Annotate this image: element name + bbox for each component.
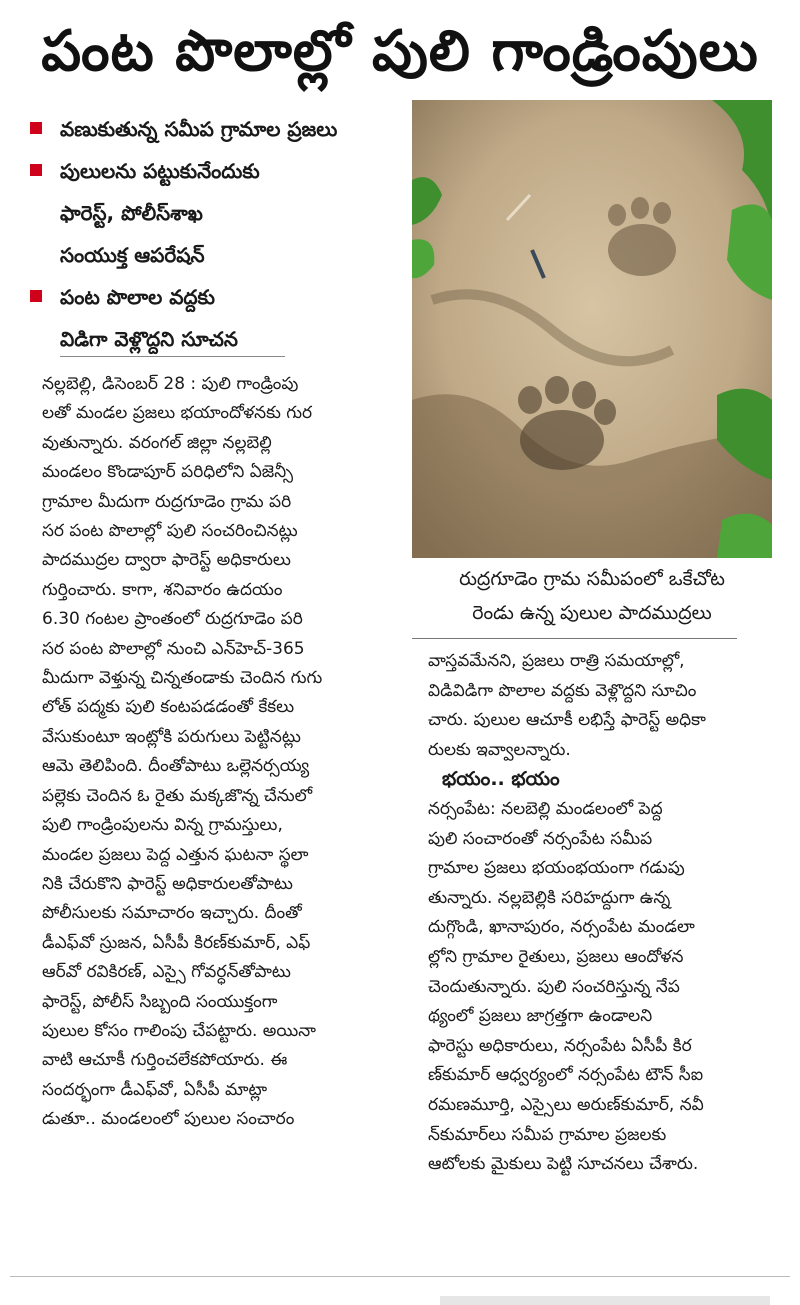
caption-line: రెండు ఉన్న పులుల పాదముద్రలు bbox=[472, 602, 712, 624]
article-line: రులకు ఇవ్వాలన్నారు. bbox=[428, 739, 571, 760]
article-line: గ్రామాల ప్రజలు భయంభయంగా గడుపు bbox=[428, 858, 685, 879]
footer-strip bbox=[440, 1296, 770, 1305]
red-square-bullet-icon bbox=[30, 164, 42, 176]
highlight-bullets bbox=[28, 108, 400, 360]
bullet-line: వణుకుతున్న సమీప గ్రామాల ప్రజలు bbox=[60, 117, 338, 141]
article-line: సర పంట పొలాల్లో పులి సంచరించినట్లు bbox=[42, 521, 298, 542]
article-line: తున్నారు. నల్లబెల్లికి సరిహద్దుగా ఉన్న bbox=[428, 887, 671, 908]
page-bottom-divider bbox=[10, 1276, 790, 1277]
section-subheading: భయం.. భయం bbox=[442, 768, 560, 791]
article-line: డుతూ.. మండలంలో పులుల సంచారం bbox=[42, 1109, 295, 1130]
article-line: వాస్తవమేనని, ప్రజలు రాత్రి సమయాల్లో, bbox=[428, 651, 685, 671]
article-line: ఆమె తెలిపింది. దీంతోపాటు ఒల్లెనర్సయ్య bbox=[42, 756, 310, 777]
article-line: వేసుకుంటూ ఇంట్లోకి పరుగులు పెట్టినట్లు bbox=[42, 726, 301, 747]
article-line: విడివిడిగా పొలాల వద్దకు వెళ్లొద్దని సూచిం bbox=[428, 680, 697, 701]
caption-divider bbox=[412, 638, 737, 639]
article-right-column bbox=[428, 647, 768, 1180]
bullet-item bbox=[28, 108, 400, 150]
article-line: వాటి ఆచూకీ గుర్తించలేకపోయారు. ఈ bbox=[42, 1050, 288, 1071]
article-line: గుర్తించారు. కాగా, శనివారం ఉదయం bbox=[42, 579, 283, 600]
article-line: వుతున్నారు. వరంగల్‌ జిల్లా నల్లబెల్లి bbox=[42, 432, 272, 453]
article-line: సందర్భంగా డీఎఫ్‌వో, ఏసీపీ మాట్లా bbox=[42, 1079, 268, 1100]
red-square-bullet-icon bbox=[30, 122, 42, 134]
article-line: పోలీసులకు సమాచారం ఇచ్చారు. దీంతో bbox=[42, 903, 302, 924]
article-line: చెందుతున్నారు. పులి సంచరిస్తున్న నేప bbox=[428, 976, 680, 997]
article-line: దుగ్గొండి, ఖానాపురం, నర్సంపేట మండలా bbox=[428, 917, 695, 938]
article-line: ణ్‌కుమార్‌ ఆధ్వర్యంలో నర్సంపేట టౌన్‌ సీఐ bbox=[428, 1065, 704, 1086]
article-line: మీదుగా వెళ్తున్న చిన్నతండాకు చెందిన గుగు bbox=[42, 668, 323, 689]
article-line: రమణమూర్తి, ఎస్సైలు అరుణ్‌కుమార్‌, నవీ bbox=[428, 1094, 704, 1115]
article-line: డీఎఫ్‌వో స్రుజన, ఏసీపీ కిరణ్‌కుమార్‌, ఎఫ్‌ bbox=[42, 932, 311, 953]
article-line: నల్లబెల్లి, డిసెంబర్‌ 28 : పులి గాండ్రింపు bbox=[42, 374, 299, 394]
article-line: ల్లోని గ్రామాల రైతులు, ప్రజలు ఆందోళన bbox=[428, 946, 684, 967]
article-line: పల్లెకు చెందిన ఓ రైతు మక్కజొన్న చేనులో bbox=[42, 785, 313, 806]
article-line: పాదముద్రల ద్వారా ఫారెస్ట్‌ అధికారులు bbox=[42, 550, 291, 571]
tiger-pawprint-photo bbox=[412, 100, 772, 558]
article-line: నికి చేరుకొని ఫారెస్ట్‌ అధికారులతోపాటు bbox=[42, 873, 293, 894]
article-line: నర్సంపేట: నలబెల్లి మండలంలో పెద్ద bbox=[428, 798, 663, 819]
article-line: ఫారెస్ట్‌, పోలీస్‌ సిబ్బంది సంయుక్తంగా bbox=[42, 991, 278, 1012]
bullet-line: సంయుక్త ఆపరేషన్‌ bbox=[60, 243, 205, 267]
article-line: పులి గాండ్రింపులను విన్న గ్రామస్తులు, bbox=[42, 815, 283, 836]
article-line: ఆర్‌వో రవికిరణ్‌, ఎస్సై గోవర్ధన్‌తోపాటు bbox=[42, 962, 291, 983]
article-line: మండలం కొండాపూర్‌ పరిధిలోని ఏజెన్సీ bbox=[42, 462, 293, 483]
article-line: ఫారెస్టు అధికారులు, నర్సంపేట ఏసీపీ కిర bbox=[428, 1035, 692, 1056]
bullet-item bbox=[28, 150, 400, 276]
article-line: పులుల కోసం గాలింపు చేపట్టారు. అయినా bbox=[42, 1020, 316, 1041]
article-line: గ్రామాల మీదుగా రుద్రగూడెం గ్రామ పరి bbox=[42, 491, 292, 512]
red-square-bullet-icon bbox=[30, 290, 42, 302]
photo-caption bbox=[412, 562, 772, 630]
article-line: థ్యంలో ప్రజలు జాగ్రత్తగా ఉండాలని bbox=[428, 1006, 653, 1027]
bullet-line: ఫారెస్ట్‌, పోలీస్‌శాఖ bbox=[60, 201, 203, 225]
caption-line: రుద్రగూడెం గ్రామ సమీపంలో ఒకేచోట bbox=[459, 568, 725, 590]
article-line: పులి సంచారంతో నర్సంపేట సమీప bbox=[428, 828, 653, 849]
bullet-line: విడిగా వెళ్లొద్దని సూచన bbox=[60, 327, 238, 351]
article-line: న్‌కుమార్‌లు సమీప గ్రామాల ప్రజలకు bbox=[428, 1124, 667, 1145]
bullets-divider bbox=[60, 356, 285, 357]
headline: పంట పొలాల్లో పులి గాండ్రింపులు bbox=[41, 19, 759, 84]
article-line: లతో మండల ప్రజలు భయాందోళనకు గుర bbox=[42, 403, 313, 424]
photo-drawing bbox=[412, 100, 772, 558]
article-line: 6.30 గంటల ప్రాంతంలో రుద్రగూడెం పరి bbox=[42, 609, 303, 630]
article-line: ఆటోలకు మైకులు పెట్టి సూచనలు చేశారు. bbox=[428, 1154, 699, 1175]
article-line: మండల ప్రజలు పెద్ద ఎత్తున ఘటనా స్థలా bbox=[42, 844, 309, 865]
bullet-line: పంట పొలాల వద్దకు bbox=[60, 285, 215, 309]
article-line: లోత్‌ పద్మకు పులి కంటపడడంతో కేకలు bbox=[42, 697, 295, 718]
bullet-item bbox=[28, 276, 400, 360]
article-left-column bbox=[42, 370, 397, 1135]
article-line: చారు. పులుల ఆచూకీ లభిస్తే ఫారెస్ట్‌ అధికా bbox=[428, 710, 706, 731]
bullet-line: పులులను పట్టుకునేందుకు bbox=[60, 159, 260, 183]
article-line: సర పంట పొలాల్లో నుంచి ఎన్‌హెచ్‌-365 bbox=[42, 638, 305, 659]
